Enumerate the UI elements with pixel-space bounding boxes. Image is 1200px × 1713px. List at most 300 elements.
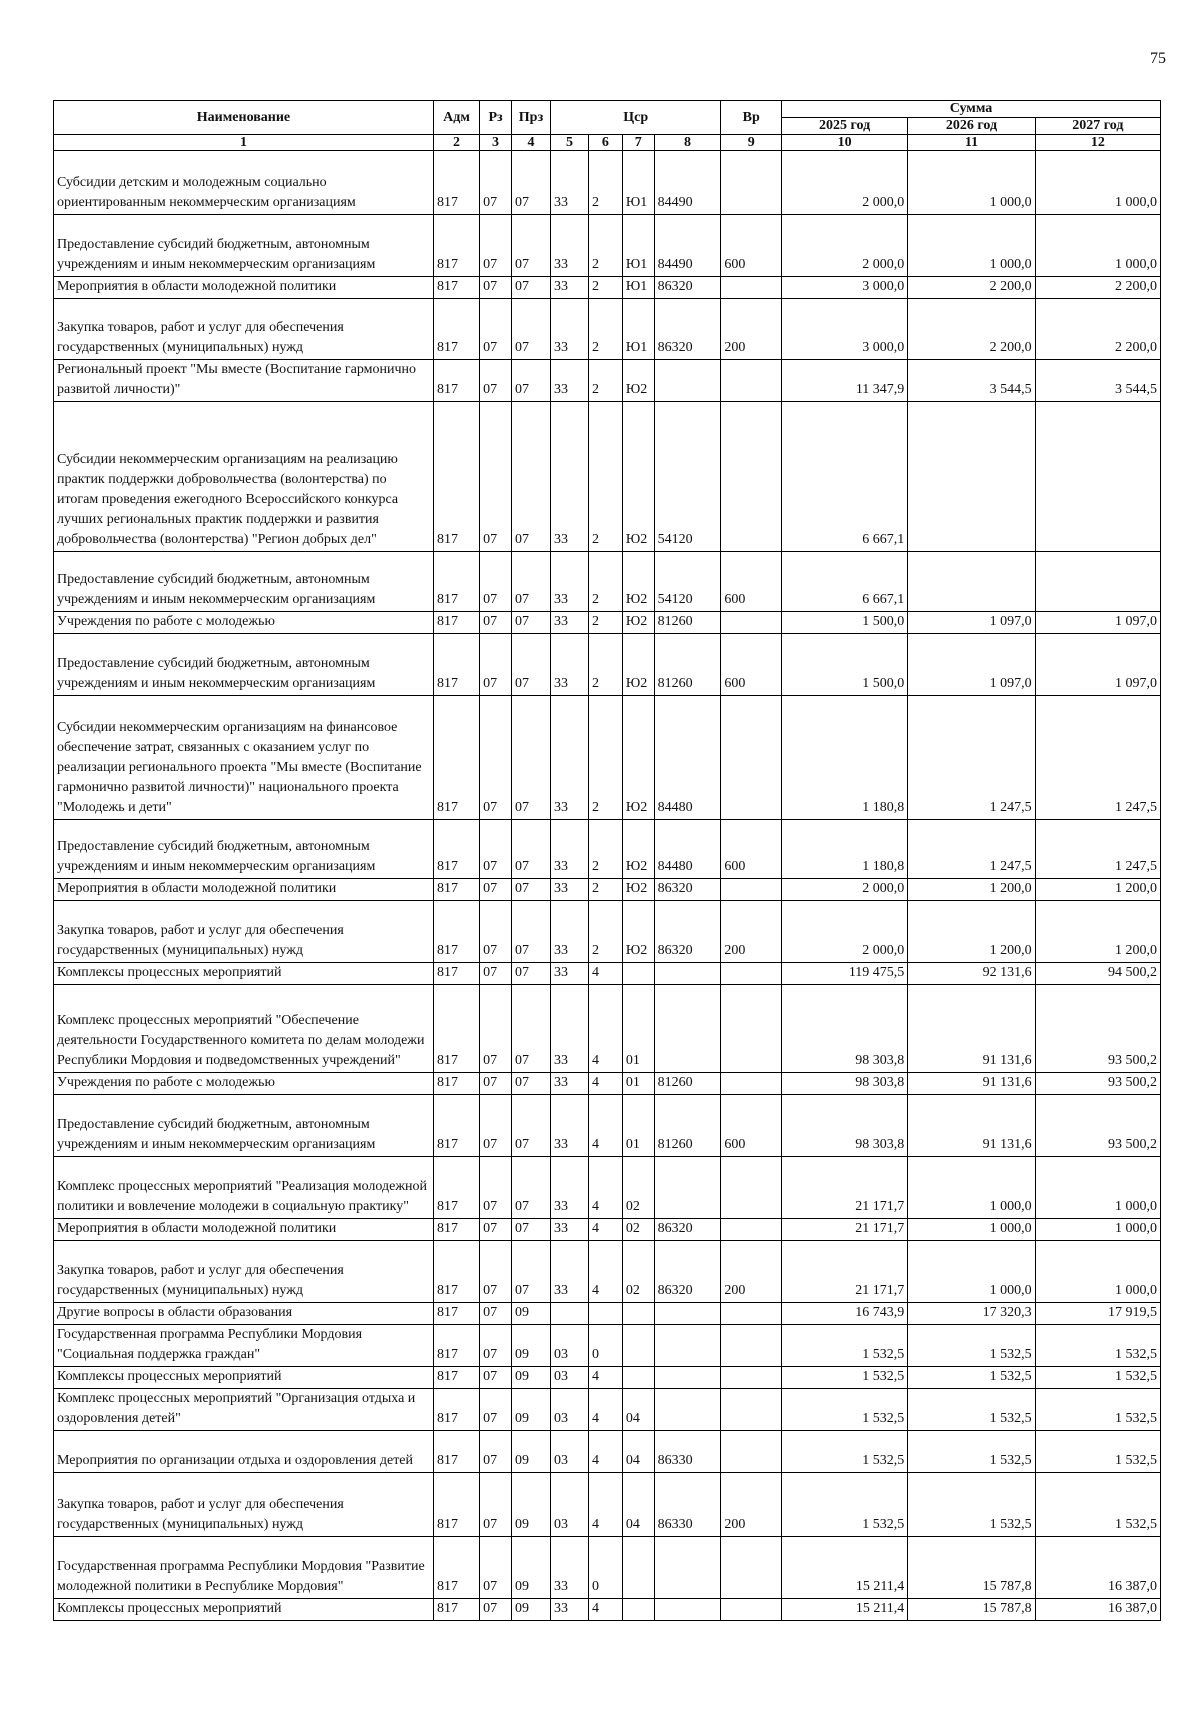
row-sum-2025-cell: 3 000,0	[782, 299, 908, 360]
row-sum-2025-cell: 1 532,5	[782, 1473, 908, 1537]
row-name-cell: Комплекс процессных мероприятий "Организация отдыха и оздоровления детей"	[54, 1389, 434, 1431]
row-csr-program-cell: 33	[550, 1095, 588, 1157]
row-prz-cell: 07	[511, 1095, 550, 1157]
row-csr-structure-cell	[622, 1367, 654, 1389]
row-sum-2026-cell: 15 787,8	[908, 1537, 1035, 1599]
table-row	[54, 612, 1161, 634]
row-prz-cell: 07	[511, 360, 550, 402]
row-sum-2026-cell: 1 247,5	[908, 696, 1035, 820]
row-vr-cell	[721, 1389, 782, 1431]
row-csr-structure-cell: 04	[622, 1431, 654, 1473]
table-row	[54, 1219, 1161, 1241]
row-csr-type-cell: 4	[588, 1431, 622, 1473]
row-csr-structure-cell: Ю2	[622, 402, 654, 552]
row-csr-program-cell: 03	[550, 1431, 588, 1473]
row-sum-2027-cell: 1 000,0	[1035, 1219, 1160, 1241]
row-sum-2026-cell: 2 200,0	[908, 277, 1035, 299]
row-sum-2025-cell: 6 667,1	[782, 402, 908, 552]
row-csr-program-cell: 33	[550, 985, 588, 1073]
row-prz-cell: 09	[511, 1367, 550, 1389]
row-sum-2027-cell: 1 247,5	[1035, 820, 1160, 879]
row-sum-2025-cell: 2 000,0	[782, 901, 908, 963]
row-sum-2025-cell: 98 303,8	[782, 1073, 908, 1095]
row-csr-type-cell: 2	[588, 299, 622, 360]
row-csr-program-cell: 33	[550, 402, 588, 552]
row-csr-type-cell: 4	[588, 1157, 622, 1219]
row-csr-direction-cell	[654, 963, 721, 985]
col-index: 1	[54, 135, 434, 151]
row-sum-2027-cell: 1 000,0	[1035, 151, 1160, 215]
row-csr-program-cell: 33	[550, 901, 588, 963]
row-sum-2026-cell: 1 200,0	[908, 901, 1035, 963]
row-rz-cell: 07	[480, 985, 512, 1073]
header-row-top	[54, 101, 1161, 118]
row-rz-cell: 07	[480, 215, 512, 277]
row-csr-type-cell: 2	[588, 151, 622, 215]
row-csr-type-cell: 2	[588, 820, 622, 879]
row-csr-program-cell	[550, 1303, 588, 1325]
row-vr-cell: 600	[721, 820, 782, 879]
row-csr-type-cell: 2	[588, 879, 622, 901]
row-sum-2027-cell: 1 097,0	[1035, 612, 1160, 634]
row-sum-2027-cell: 94 500,2	[1035, 963, 1160, 985]
row-adm-cell: 817	[433, 901, 479, 963]
row-prz-cell: 07	[511, 820, 550, 879]
row-csr-type-cell: 0	[588, 1537, 622, 1599]
row-csr-type-cell: 0	[588, 1325, 622, 1367]
row-vr-cell	[721, 612, 782, 634]
row-sum-2026-cell: 3 544,5	[908, 360, 1035, 402]
col-header-csr: Цср	[550, 101, 720, 135]
row-csr-structure-cell: Ю1	[622, 151, 654, 215]
row-csr-type-cell: 2	[588, 634, 622, 696]
row-adm-cell: 817	[433, 552, 479, 612]
row-adm-cell: 817	[433, 634, 479, 696]
row-csr-type-cell: 2	[588, 901, 622, 963]
row-name-cell: Комплексы процессных мероприятий	[54, 1367, 434, 1389]
row-prz-cell: 07	[511, 612, 550, 634]
row-csr-program-cell: 33	[550, 963, 588, 985]
row-csr-program-cell: 33	[550, 696, 588, 820]
row-sum-2027-cell: 1 247,5	[1035, 696, 1160, 820]
row-csr-type-cell: 4	[588, 1389, 622, 1431]
row-sum-2025-cell: 1 532,5	[782, 1325, 908, 1367]
row-vr-cell	[721, 1325, 782, 1367]
row-csr-structure-cell	[622, 1537, 654, 1599]
col-index: 5	[550, 135, 588, 151]
row-sum-2026-cell: 1 532,5	[908, 1367, 1035, 1389]
row-adm-cell: 817	[433, 1241, 479, 1303]
col-header-year-2027: 2027 год	[1035, 118, 1160, 135]
table-row	[54, 1157, 1161, 1219]
row-csr-structure-cell: Ю2	[622, 552, 654, 612]
row-vr-cell	[721, 1303, 782, 1325]
row-name-cell: Предоставление субсидий бюджетным, автономным учреждениям и иным некоммерческим организациям	[54, 634, 434, 696]
row-csr-direction-cell	[654, 1303, 721, 1325]
row-sum-2027-cell	[1035, 402, 1160, 552]
row-sum-2027-cell: 1 000,0	[1035, 1241, 1160, 1303]
row-name-cell: Субсидии некоммерческим организациям на реализацию практик поддержки добровольчества (волонтерства) по итогам проведения ежегодного Всероссийского конкурса лучших региональных практик поддержки и развития добровольчества (волонтерства) "Регион добрых дел"	[54, 402, 434, 552]
row-vr-cell: 200	[721, 1473, 782, 1537]
row-rz-cell: 07	[480, 1389, 512, 1431]
row-sum-2027-cell: 1 097,0	[1035, 634, 1160, 696]
row-sum-2026-cell: 1 000,0	[908, 215, 1035, 277]
row-csr-direction-cell: 81260	[654, 634, 721, 696]
row-sum-2027-cell: 16 387,0	[1035, 1599, 1160, 1621]
row-csr-type-cell: 4	[588, 1095, 622, 1157]
row-sum-2027-cell: 1 532,5	[1035, 1473, 1160, 1537]
row-adm-cell: 817	[433, 1389, 479, 1431]
col-index: 7	[622, 135, 654, 151]
row-csr-structure-cell: Ю2	[622, 360, 654, 402]
row-csr-program-cell: 03	[550, 1473, 588, 1537]
row-sum-2025-cell: 11 347,9	[782, 360, 908, 402]
table-row	[54, 1473, 1161, 1537]
row-csr-structure-cell: Ю2	[622, 879, 654, 901]
page-number: 75	[1150, 50, 1166, 67]
row-csr-direction-cell: 81260	[654, 612, 721, 634]
row-csr-direction-cell	[654, 1157, 721, 1219]
row-sum-2026-cell: 1 532,5	[908, 1431, 1035, 1473]
col-header-year-2025: 2025 год	[782, 118, 908, 135]
row-name-cell: Региональный проект "Мы вместе (Воспитание гармонично развитой личности)"	[54, 360, 434, 402]
row-csr-structure-cell: 01	[622, 1073, 654, 1095]
row-sum-2027-cell: 1 200,0	[1035, 901, 1160, 963]
row-sum-2025-cell: 3 000,0	[782, 277, 908, 299]
row-sum-2026-cell	[908, 552, 1035, 612]
row-csr-type-cell: 2	[588, 696, 622, 820]
row-name-cell: Комплекс процессных мероприятий "Обеспечение деятельности Государственного комитета по делам молодежи Республики Мордовия и подведомственных учреждений"	[54, 985, 434, 1073]
row-sum-2026-cell: 92 131,6	[908, 963, 1035, 985]
row-sum-2026-cell: 1 000,0	[908, 151, 1035, 215]
col-header-adm: Адм	[433, 101, 479, 135]
row-csr-direction-cell	[654, 985, 721, 1073]
col-header-sum: Сумма	[782, 101, 1161, 118]
row-prz-cell: 07	[511, 151, 550, 215]
row-sum-2025-cell: 1 500,0	[782, 612, 908, 634]
row-csr-direction-cell: 86320	[654, 879, 721, 901]
row-sum-2025-cell: 1 180,8	[782, 696, 908, 820]
row-prz-cell: 07	[511, 1073, 550, 1095]
row-adm-cell: 817	[433, 1095, 479, 1157]
row-csr-type-cell: 4	[588, 1599, 622, 1621]
row-rz-cell: 07	[480, 552, 512, 612]
col-index: 8	[654, 135, 721, 151]
row-name-cell: Предоставление субсидий бюджетным, автономным учреждениям и иным некоммерческим организациям	[54, 820, 434, 879]
row-prz-cell: 07	[511, 552, 550, 612]
row-csr-direction-cell: 54120	[654, 402, 721, 552]
row-sum-2025-cell: 21 171,7	[782, 1157, 908, 1219]
row-rz-cell: 07	[480, 1599, 512, 1621]
row-csr-program-cell: 33	[550, 277, 588, 299]
row-csr-program-cell: 33	[550, 1599, 588, 1621]
row-csr-program-cell: 33	[550, 299, 588, 360]
col-header-rz: Рз	[480, 101, 512, 135]
row-csr-type-cell: 4	[588, 1367, 622, 1389]
row-name-cell: Субсидии детским и молодежным социально ориентированным некоммерческим организациям	[54, 151, 434, 215]
row-csr-direction-cell: 81260	[654, 1073, 721, 1095]
table-row	[54, 1073, 1161, 1095]
row-csr-direction-cell: 84480	[654, 696, 721, 820]
row-csr-structure-cell: Ю2	[622, 612, 654, 634]
row-sum-2026-cell: 1 000,0	[908, 1219, 1035, 1241]
column-index-row	[54, 135, 1161, 151]
row-prz-cell: 07	[511, 1241, 550, 1303]
row-adm-cell: 817	[433, 151, 479, 215]
row-csr-program-cell: 33	[550, 1241, 588, 1303]
row-sum-2026-cell: 17 320,3	[908, 1303, 1035, 1325]
row-sum-2026-cell: 91 131,6	[908, 1095, 1035, 1157]
row-rz-cell: 07	[480, 1095, 512, 1157]
row-sum-2027-cell: 93 500,2	[1035, 985, 1160, 1073]
row-vr-cell: 200	[721, 901, 782, 963]
row-csr-direction-cell	[654, 360, 721, 402]
table-row	[54, 634, 1161, 696]
row-csr-type-cell: 4	[588, 1219, 622, 1241]
col-index: 3	[480, 135, 512, 151]
row-prz-cell: 07	[511, 985, 550, 1073]
row-adm-cell: 817	[433, 1303, 479, 1325]
row-sum-2027-cell: 93 500,2	[1035, 1095, 1160, 1157]
row-csr-direction-cell: 84490	[654, 151, 721, 215]
row-csr-structure-cell	[622, 1325, 654, 1367]
row-csr-type-cell: 4	[588, 1073, 622, 1095]
row-adm-cell: 817	[433, 1431, 479, 1473]
row-vr-cell	[721, 360, 782, 402]
row-csr-structure-cell: Ю2	[622, 901, 654, 963]
row-sum-2025-cell: 1 500,0	[782, 634, 908, 696]
row-prz-cell: 09	[511, 1537, 550, 1599]
row-vr-cell	[721, 963, 782, 985]
row-prz-cell: 07	[511, 901, 550, 963]
col-header-prz: Прз	[511, 101, 550, 135]
row-sum-2025-cell: 15 211,4	[782, 1599, 908, 1621]
table-row	[54, 360, 1161, 402]
row-vr-cell	[721, 1537, 782, 1599]
row-rz-cell: 07	[480, 1367, 512, 1389]
row-csr-program-cell: 33	[550, 552, 588, 612]
row-adm-cell: 817	[433, 1473, 479, 1537]
row-vr-cell	[721, 151, 782, 215]
table-row	[54, 1431, 1161, 1473]
row-sum-2025-cell: 119 475,5	[782, 963, 908, 985]
row-csr-structure-cell: Ю2	[622, 634, 654, 696]
row-sum-2026-cell: 1 200,0	[908, 879, 1035, 901]
col-index: 6	[588, 135, 622, 151]
row-csr-direction-cell: 86320	[654, 299, 721, 360]
row-prz-cell: 07	[511, 696, 550, 820]
row-csr-type-cell: 4	[588, 985, 622, 1073]
table-row	[54, 963, 1161, 985]
row-csr-type-cell: 2	[588, 215, 622, 277]
row-csr-structure-cell: 01	[622, 1095, 654, 1157]
row-csr-program-cell: 03	[550, 1367, 588, 1389]
table-row	[54, 1303, 1161, 1325]
col-index: 12	[1035, 135, 1160, 151]
row-rz-cell: 07	[480, 901, 512, 963]
row-csr-program-cell: 33	[550, 215, 588, 277]
row-rz-cell: 07	[480, 360, 512, 402]
row-sum-2027-cell: 1 532,5	[1035, 1325, 1160, 1367]
row-csr-program-cell: 33	[550, 1157, 588, 1219]
row-sum-2025-cell: 21 171,7	[782, 1219, 908, 1241]
row-csr-direction-cell	[654, 1599, 721, 1621]
row-vr-cell	[721, 1431, 782, 1473]
row-prz-cell: 07	[511, 402, 550, 552]
row-name-cell: Мероприятия в области молодежной политики	[54, 277, 434, 299]
table-row	[54, 1537, 1161, 1599]
col-header-vr: Вр	[721, 101, 782, 135]
row-sum-2026-cell: 91 131,6	[908, 1073, 1035, 1095]
row-adm-cell: 817	[433, 1073, 479, 1095]
row-vr-cell: 200	[721, 1241, 782, 1303]
row-adm-cell: 817	[433, 215, 479, 277]
row-rz-cell: 07	[480, 879, 512, 901]
row-csr-type-cell: 2	[588, 277, 622, 299]
row-rz-cell: 07	[480, 299, 512, 360]
row-csr-direction-cell	[654, 1367, 721, 1389]
row-csr-program-cell: 33	[550, 820, 588, 879]
row-sum-2027-cell: 16 387,0	[1035, 1537, 1160, 1599]
row-adm-cell: 817	[433, 1157, 479, 1219]
row-csr-structure-cell: Ю2	[622, 820, 654, 879]
row-sum-2026-cell: 1 097,0	[908, 612, 1035, 634]
table-row	[54, 1389, 1161, 1431]
row-sum-2025-cell: 1 532,5	[782, 1367, 908, 1389]
row-vr-cell: 600	[721, 634, 782, 696]
row-csr-direction-cell: 86320	[654, 901, 721, 963]
row-sum-2026-cell: 2 200,0	[908, 299, 1035, 360]
col-index: 10	[782, 135, 908, 151]
row-name-cell: Закупка товаров, работ и услуг для обеспечения государственных (муниципальных) нужд	[54, 901, 434, 963]
row-csr-structure-cell: 02	[622, 1219, 654, 1241]
row-csr-direction-cell: 84480	[654, 820, 721, 879]
row-name-cell: Комплексы процессных мероприятий	[54, 963, 434, 985]
row-sum-2027-cell: 1 532,5	[1035, 1389, 1160, 1431]
row-rz-cell: 07	[480, 1157, 512, 1219]
table-row	[54, 696, 1161, 820]
row-name-cell: Закупка товаров, работ и услуг для обеспечения государственных (муниципальных) нужд	[54, 299, 434, 360]
table-body	[54, 151, 1161, 1621]
row-sum-2025-cell: 21 171,7	[782, 1241, 908, 1303]
row-csr-program-cell: 33	[550, 634, 588, 696]
row-csr-structure-cell: 04	[622, 1473, 654, 1537]
row-csr-type-cell: 2	[588, 552, 622, 612]
table-row	[54, 299, 1161, 360]
row-vr-cell: 600	[721, 215, 782, 277]
row-adm-cell: 817	[433, 963, 479, 985]
row-name-cell: Другие вопросы в области образования	[54, 1303, 434, 1325]
row-sum-2025-cell: 2 000,0	[782, 215, 908, 277]
row-vr-cell	[721, 1219, 782, 1241]
row-rz-cell: 07	[480, 1431, 512, 1473]
row-sum-2025-cell: 98 303,8	[782, 985, 908, 1073]
row-sum-2027-cell: 3 544,5	[1035, 360, 1160, 402]
row-adm-cell: 817	[433, 1219, 479, 1241]
row-csr-structure-cell: 02	[622, 1157, 654, 1219]
row-sum-2025-cell: 1 180,8	[782, 820, 908, 879]
row-rz-cell: 07	[480, 151, 512, 215]
row-csr-program-cell: 33	[550, 1073, 588, 1095]
table-row	[54, 151, 1161, 215]
row-vr-cell	[721, 1157, 782, 1219]
row-sum-2026-cell: 1 000,0	[908, 1241, 1035, 1303]
row-csr-direction-cell: 84490	[654, 215, 721, 277]
row-prz-cell: 07	[511, 1157, 550, 1219]
row-sum-2026-cell: 15 787,8	[908, 1599, 1035, 1621]
row-csr-program-cell: 33	[550, 360, 588, 402]
row-rz-cell: 07	[480, 1241, 512, 1303]
row-csr-direction-cell	[654, 1537, 721, 1599]
row-sum-2026-cell: 1 000,0	[908, 1157, 1035, 1219]
table-row	[54, 1095, 1161, 1157]
row-prz-cell: 09	[511, 1325, 550, 1367]
row-csr-direction-cell: 86320	[654, 277, 721, 299]
row-name-cell: Закупка товаров, работ и услуг для обеспечения государственных (муниципальных) нужд	[54, 1473, 434, 1537]
row-sum-2026-cell: 1 532,5	[908, 1325, 1035, 1367]
row-sum-2025-cell: 1 532,5	[782, 1431, 908, 1473]
row-name-cell: Комплекс процессных мероприятий "Реализация молодежной политики и вовлечение молодежи в социальную практику"	[54, 1157, 434, 1219]
row-vr-cell	[721, 985, 782, 1073]
row-prz-cell: 07	[511, 963, 550, 985]
row-csr-structure-cell: Ю1	[622, 299, 654, 360]
col-index: 4	[511, 135, 550, 151]
row-rz-cell: 07	[480, 1303, 512, 1325]
col-header-name: Наименование	[54, 101, 434, 135]
row-rz-cell: 07	[480, 820, 512, 879]
row-vr-cell	[721, 1367, 782, 1389]
row-prz-cell: 09	[511, 1599, 550, 1621]
row-name-cell: Мероприятия в области молодежной политики	[54, 1219, 434, 1241]
row-vr-cell	[721, 879, 782, 901]
row-name-cell: Мероприятия по организации отдыха и оздоровления детей	[54, 1431, 434, 1473]
row-prz-cell: 07	[511, 1219, 550, 1241]
table-row	[54, 1599, 1161, 1621]
row-csr-program-cell: 33	[550, 879, 588, 901]
row-name-cell: Мероприятия в области молодежной политики	[54, 879, 434, 901]
row-sum-2027-cell: 2 200,0	[1035, 299, 1160, 360]
row-sum-2026-cell: 1 532,5	[908, 1473, 1035, 1537]
row-name-cell: Государственная программа Республики Мордовия "Социальная поддержка граждан"	[54, 1325, 434, 1367]
row-sum-2027-cell: 17 919,5	[1035, 1303, 1160, 1325]
row-csr-type-cell: 2	[588, 402, 622, 552]
row-vr-cell: 600	[721, 552, 782, 612]
row-csr-type-cell: 4	[588, 1473, 622, 1537]
row-csr-program-cell: 33	[550, 1537, 588, 1599]
row-prz-cell: 07	[511, 277, 550, 299]
row-sum-2027-cell: 2 200,0	[1035, 277, 1160, 299]
table-row	[54, 820, 1161, 879]
row-sum-2025-cell: 16 743,9	[782, 1303, 908, 1325]
row-adm-cell: 817	[433, 277, 479, 299]
row-csr-type-cell: 2	[588, 360, 622, 402]
budget-table	[53, 100, 1161, 1621]
row-sum-2025-cell: 15 211,4	[782, 1537, 908, 1599]
row-rz-cell: 07	[480, 1219, 512, 1241]
table-row	[54, 901, 1161, 963]
row-sum-2026-cell: 1 097,0	[908, 634, 1035, 696]
row-rz-cell: 07	[480, 634, 512, 696]
row-csr-type-cell: 4	[588, 1241, 622, 1303]
table-row	[54, 1241, 1161, 1303]
table-row	[54, 215, 1161, 277]
row-csr-structure-cell: Ю1	[622, 215, 654, 277]
row-name-cell: Государственная программа Республики Мордовия "Развитие молодежной политики в Республике Мордовия"	[54, 1537, 434, 1599]
row-csr-program-cell: 33	[550, 151, 588, 215]
row-prz-cell: 07	[511, 299, 550, 360]
row-rz-cell: 07	[480, 963, 512, 985]
row-vr-cell	[721, 1599, 782, 1621]
